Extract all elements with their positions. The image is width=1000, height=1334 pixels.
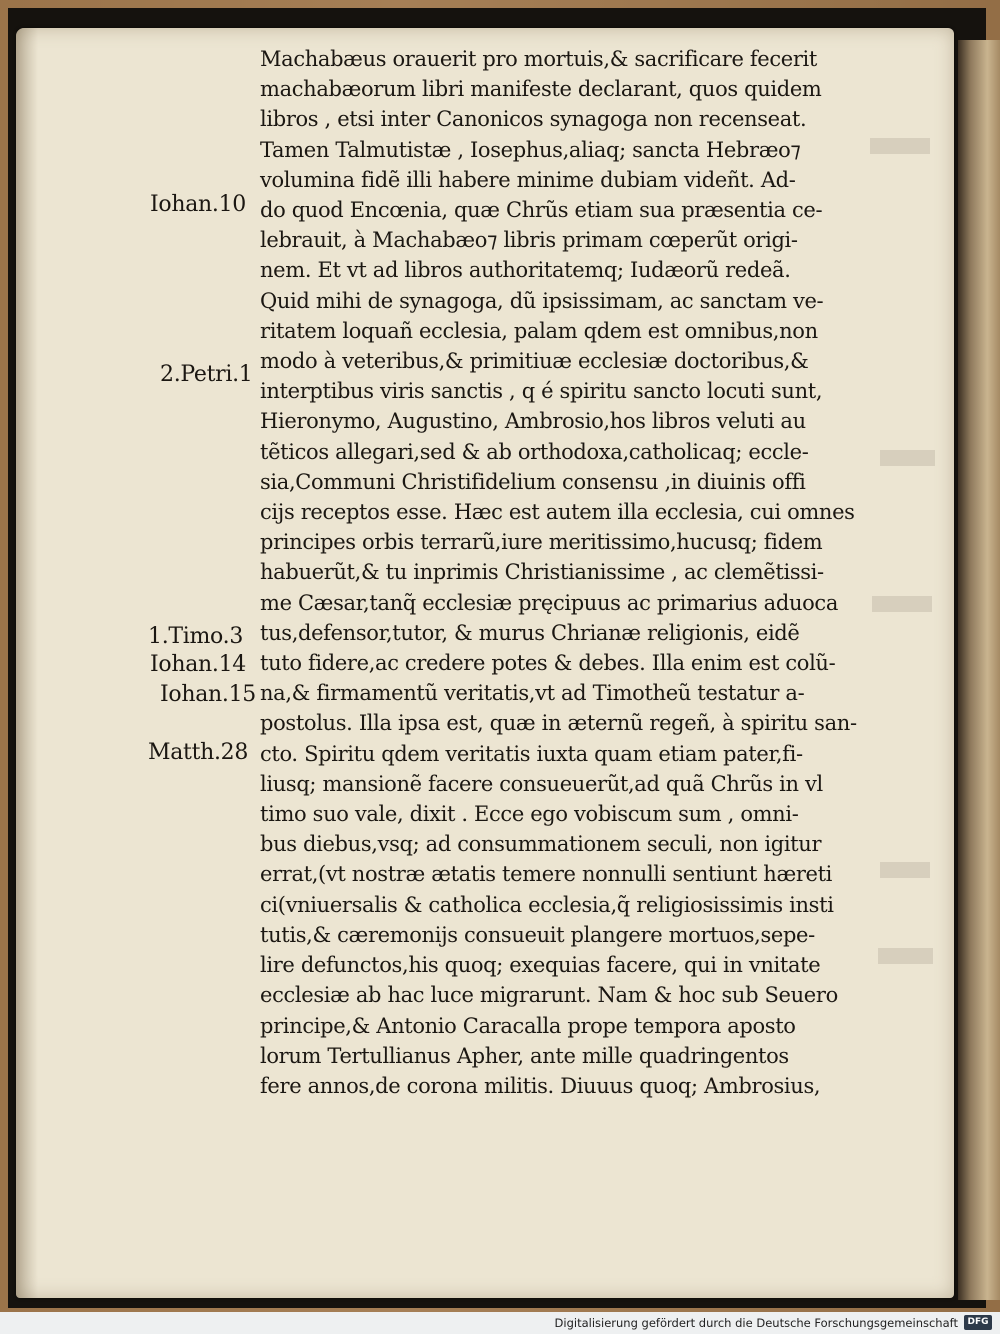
text-line: lebrauit, à Machabæo⁊ libris primam cœperũt origi- [260,228,798,253]
show-through-mark [872,596,932,612]
text-line: sia,Communi Christifidelium consensu ,in diuinis offi [260,469,806,494]
text-line: libros , etsi inter Canonicos synagoga non recenseat. [260,107,807,132]
text-line: errat,(vt nostræ ætatis temere nonnulli sentiunt hæreti [260,862,833,887]
funding-credit: Digitalisierung gefördert durch die Deutsche Forschungsgemeinschaft [554,1316,958,1330]
text-line: me Cæsar,tanq̃ ecclesiæ pręcipuus ac primarius aduoca [260,590,838,615]
margin-note-iohan-14: Iohan.14 [150,652,246,677]
text-line: tẽticos allegari,sed & ab orthodoxa,catholicaq; eccle- [260,439,809,464]
text-line: nem. Et vt ad libros authoritatemq; Iudæorũ redeã. [260,258,791,283]
margin-note-2-petri-1: 2.Petri.1 [160,362,253,387]
text-line: tutis,& cæremonijs consueuit plangere mortuos,sepe- [260,922,815,947]
text-line: modo à veteribus,& primitiuæ ecclesiæ doctoribus,& [260,349,809,374]
gutter-shadow [16,28,38,1298]
text-line: postolus. Illa ipsa est, quæ in æternũ regeñ, à spiritu san- [260,711,857,736]
text-line: principe,& Antonio Caracalla prope tempora aposto [260,1013,796,1038]
text-line: tuto fidere,ac credere potes & debes. Illa enim est colũ- [260,651,836,676]
text-line: volumina fidẽ illi habere minime dubiam videñt. Ad- [260,167,796,192]
dfg-logo: DFG [964,1315,992,1330]
text-line: cijs receptos esse. Hæc est autem illa ecclesia, cui omnes [260,500,855,525]
text-line: lorum Tertullianus Apher, ante mille quadringentos [260,1043,789,1068]
text-line: Hieronymo, Augustino, Ambrosio,hos libros veluti au [260,409,806,434]
text-line: timo suo vale, dixit . Ecce ego vobiscum sum , omni- [260,802,799,827]
body-text-block [260,44,857,1101]
show-through-mark [878,948,933,964]
text-line: na,& firmamentũ veritatis,vt ad Timotheũ testatur a- [260,681,805,706]
text-line: ecclesiæ ab hac luce migrarunt. Nam & hoc sub Seuero [260,983,838,1008]
text-line: Tamen Talmutistæ , Iosephus,aliaq; sancta Hebræo⁊ [260,137,801,162]
text-line: do quod Encœnia, quæ Chrũs etiam sua præsentia ce- [260,198,823,223]
text-line: ritatem loquañ ecclesia, palam qdem est omnibus,non [260,318,818,343]
text-line: habuerũt,& tu inprimis Christianissime , ac clemẽtissi- [260,560,824,585]
text-line: bus diebus,vsq; ad consummationem seculi, non igitur [260,832,822,857]
show-through-mark [880,862,930,878]
margin-note-1-timo-3: 1.Timo.3 [148,624,244,649]
text-line: cto. Spiritu qdem veritatis iuxta quam etiam pater,fi- [260,741,803,766]
text-line: liusq; mansionẽ facere consueuerũt,ad quã Chrũs in vl [260,771,823,796]
show-through-mark [880,450,935,466]
text-line: fere annos,de corona militis. Diuuus quoq; Ambrosius, [260,1073,821,1098]
margin-note-iohan-10: Iohan.10 [150,192,246,217]
text-line: ci(vniuersalis & catholica ecclesia,q̃ religiosissimis insti [260,892,834,917]
text-line: lire defunctos,his quoq; exequias facere, qui in vnitate [260,953,821,978]
text-line: Quid mihi de synagoga, dũ ipsissimam, ac sanctam ve- [260,288,824,313]
text-line: tus,defensor,tutor, & murus Chrianæ religionis, eidẽ [260,620,800,645]
text-line: Machabæus orauerit pro mortuis,& sacrificare fecerit [260,47,818,71]
text-line: machabæorum libri manifeste declarant, quos quidem [260,77,822,102]
show-through-mark [870,138,930,154]
adjacent-page-edge [958,40,1000,1300]
text-line: interptibus viris sanctis , q é spiritu sancto locuti sunt, [260,379,823,404]
margin-note-matth-28: Matth.28 [148,740,249,765]
text-line: principes orbis terrarũ,iure meritissimo,hucusq; fidem [260,530,823,555]
margin-note-iohan-15: Iohan.15 [160,682,256,707]
